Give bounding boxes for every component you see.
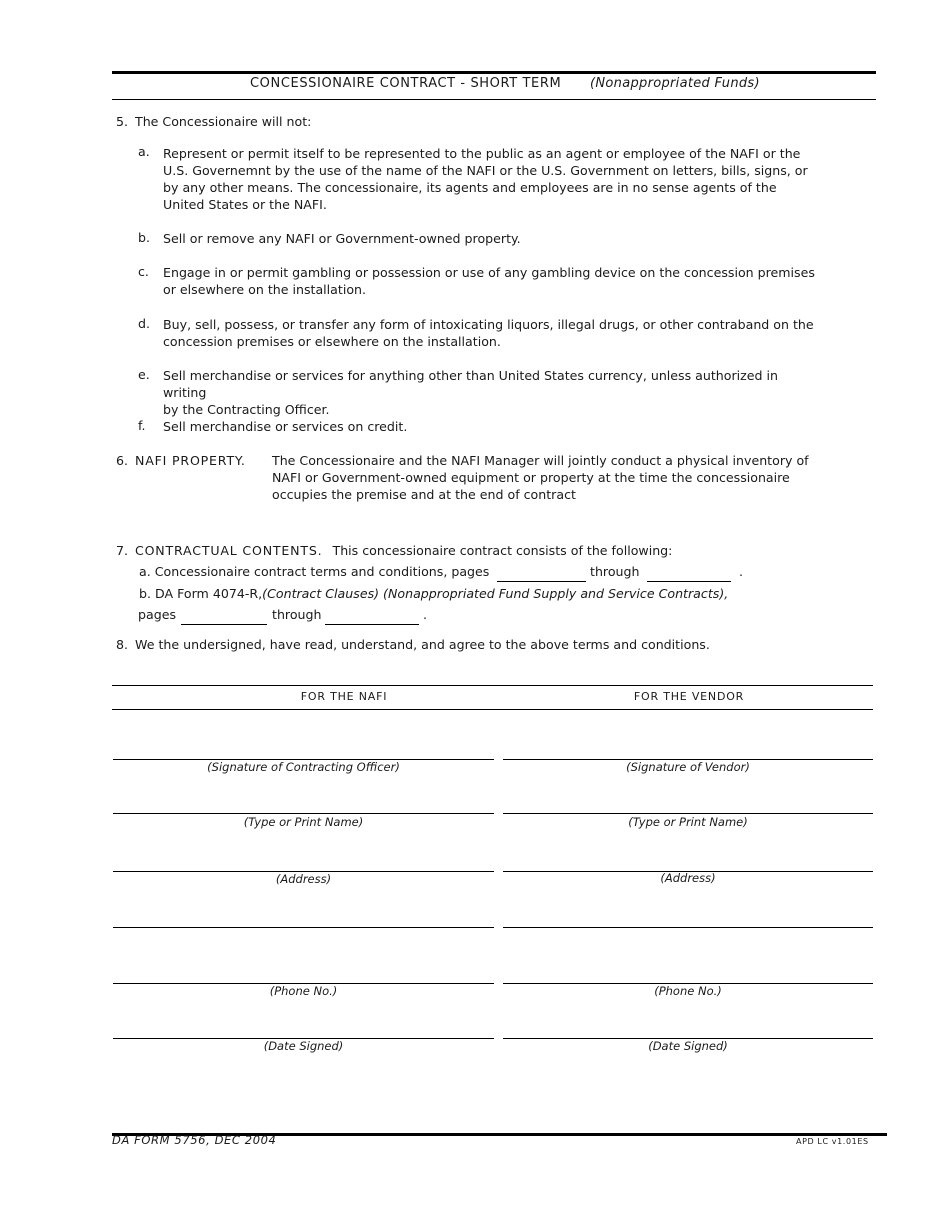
nafi-address-line-2[interactable] xyxy=(113,927,494,928)
column-heading-nafi: FOR THE NAFI xyxy=(300,690,388,703)
header-bottom-rule xyxy=(112,99,876,100)
item-5d-line: Buy, sell, possess, or transfer any form of intoxicating liquors, illegal drugs, or other contraband on the xyxy=(163,317,814,332)
item-5d-line: concession premises or elsewhere on the installation. xyxy=(163,334,501,349)
item-5e-line: Sell merchandise or services for anything other than United States currency, unless authorized in writing xyxy=(163,368,779,400)
column-heading-vendor: FOR THE VENDOR xyxy=(633,690,745,703)
section-8-text: We the undersigned, have read, understand, and agree to the above terms and conditions. xyxy=(135,637,710,652)
vendor-name-caption: (Type or Print Name) xyxy=(628,815,748,829)
item-5a-line: United States or the NAFI. xyxy=(163,197,327,212)
item-5c-text xyxy=(163,264,823,298)
section-5-number: 5. xyxy=(116,114,129,129)
vendor-date-caption: (Date Signed) xyxy=(648,1039,728,1053)
item-5f-text: Sell merchandise or services on credit. xyxy=(163,419,408,434)
section-7b-pages-from-field[interactable] xyxy=(181,624,267,625)
signature-top-rule xyxy=(112,685,873,686)
signature-heading-rule xyxy=(112,709,873,710)
section-7-intro: This concessionaire contract consists of the following: xyxy=(332,543,673,558)
section-7-heading: CONTRACTUAL CONTENTS. xyxy=(135,543,323,558)
section-6-line: occupies the premise and at the end of contract xyxy=(272,487,576,502)
section-7b-through: through xyxy=(272,607,322,622)
section-6-heading: NAFI PROPERTY. xyxy=(135,453,246,468)
section-7b-text xyxy=(139,585,728,602)
form-title-text: CONCESSIONAIRE CONTRACT - SHORT TERM xyxy=(250,76,562,91)
nafi-date-caption: (Date Signed) xyxy=(263,1039,344,1053)
item-5f-letter: f. xyxy=(138,418,146,433)
section-7b-period: . xyxy=(423,607,428,622)
form-subtitle: (Nonappropriated Funds) xyxy=(590,76,760,91)
section-6-line: NAFI or Government-owned equipment or property at the time the concessionaire xyxy=(272,470,790,485)
item-5a-letter: a. xyxy=(138,144,150,159)
section-7-header xyxy=(135,542,672,559)
item-5a-line: U.S. Governemnt by the use of the name of the NAFI or the U.S. Government on letters, bills, signs, or xyxy=(163,163,808,178)
vendor-address-caption: (Address) xyxy=(660,871,716,885)
item-5d-letter: d. xyxy=(138,316,150,331)
vendor-name-field[interactable] xyxy=(503,813,873,814)
nafi-address-caption: (Address) xyxy=(275,872,332,886)
nafi-phone-caption: (Phone No.) xyxy=(269,984,338,998)
section-7-number: 7. xyxy=(116,543,129,558)
section-6-text xyxy=(272,452,832,503)
item-5e-line: by the Contracting Officer. xyxy=(163,402,330,417)
item-5e-text xyxy=(163,367,823,418)
section-7a-pages-from-field[interactable] xyxy=(497,581,586,582)
section-8-number: 8. xyxy=(116,637,129,652)
form-version: APD LC v1.01ES xyxy=(796,1137,869,1146)
header-top-rule xyxy=(112,71,876,74)
item-5b-letter: b. xyxy=(138,230,150,245)
item-5a-line: Represent or permit itself to be represented to the public as an agent or employee of the NAFI or the xyxy=(163,146,801,161)
section-7a-text: a. Concessionaire contract terms and conditions, pages xyxy=(139,564,490,579)
item-5a-text xyxy=(163,145,823,213)
form-title xyxy=(250,76,760,91)
vendor-phone-caption: (Phone No.) xyxy=(654,984,722,998)
item-5e-letter: e. xyxy=(138,367,150,382)
section-7b-pages-to-field[interactable] xyxy=(325,624,419,625)
item-5a-line: by any other means. The concessionaire, its agents and employees are in no sense agents of the xyxy=(163,180,777,195)
form-number: DA FORM 5756, DEC 2004 xyxy=(112,1133,277,1147)
section-7b-form: b. DA Form 4074-R, xyxy=(139,586,263,601)
vendor-address-line-2[interactable] xyxy=(503,927,873,928)
section-7b-italic: (Contract Clauses) (Nonappropriated Fund Supply and Service Contracts), xyxy=(262,586,729,601)
item-5b-text: Sell or remove any NAFI or Government-owned property. xyxy=(163,231,521,246)
section-6-number: 6. xyxy=(116,453,129,468)
vendor-signature-caption: (Signature of Vendor) xyxy=(626,760,750,774)
item-5c-line: Engage in or permit gambling or possession or use of any gambling device on the concession premises xyxy=(163,265,815,280)
section-7b-pages: pages xyxy=(138,607,177,622)
item-5d-text xyxy=(163,316,823,350)
item-5c-line: or elsewhere on the installation. xyxy=(163,282,367,297)
item-5c-letter: c. xyxy=(138,264,149,279)
section-7a-period: . xyxy=(739,564,744,579)
section-7a-pages-to-field[interactable] xyxy=(647,581,731,582)
section-5-intro: The Concessionaire will not: xyxy=(135,114,312,129)
section-7a-through: through xyxy=(590,564,640,579)
nafi-name-caption: (Type or Print Name) xyxy=(243,815,364,829)
nafi-signature-caption: (Signature of Contracting Officer) xyxy=(207,760,400,774)
section-6-line: The Concessionaire and the NAFI Manager will jointly conduct a physical inventory of xyxy=(272,453,809,468)
nafi-name-field[interactable] xyxy=(113,813,494,814)
